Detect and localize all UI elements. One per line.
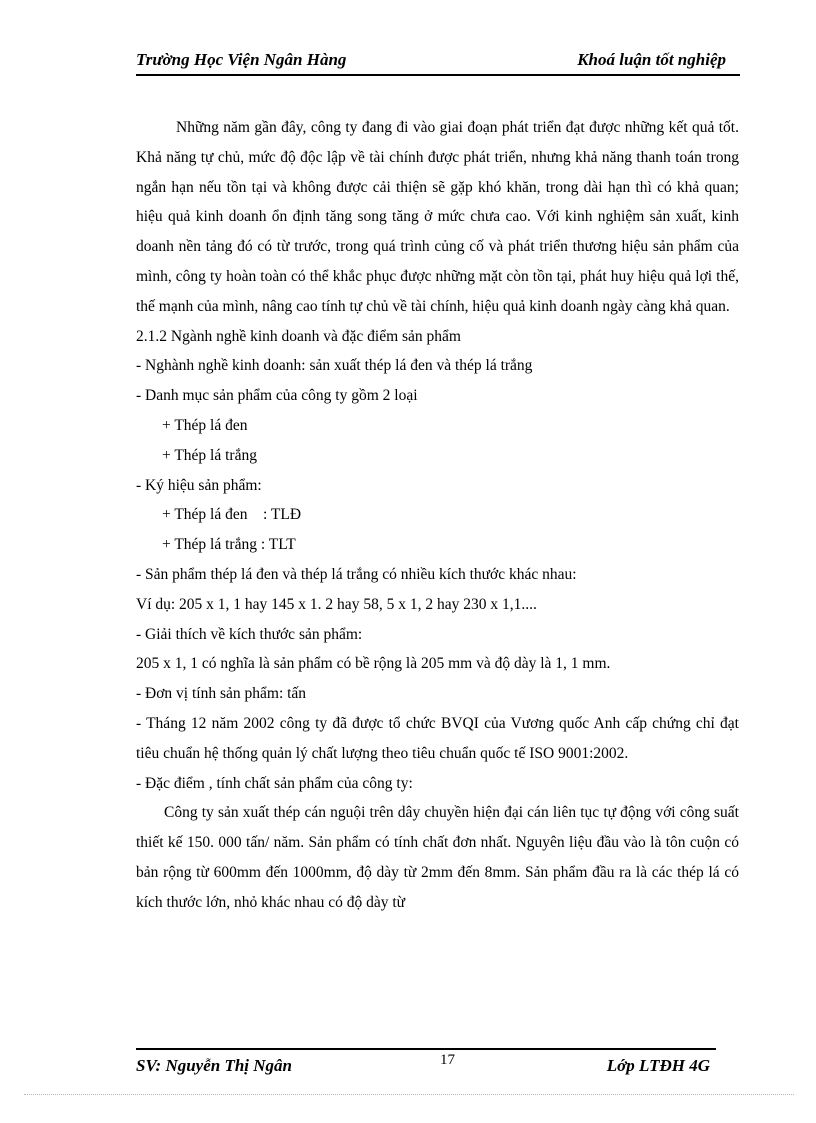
product-list-item: - Danh mục sản phẩm của công ty gồm 2 loại [136, 387, 418, 405]
business-line-item: - Nghành nghề kinh doanh: sản xuất thép lá đen và thép lá trắng [136, 357, 533, 375]
paragraph-production: Công ty sản xuất thép cán nguội trên dây chuyền hiện đại cán liên tục tự động với công suất thiết kế 150. 000 tấn/ năm. Sản phẩm có tính chất đơn nhất. Nguyên liệu đầu vào là tôn cuộn có bản rộng từ 600mm đến 1000mm, độ dày từ 2mm đến 8mm. Sản phẩm đầu ra là các thép lá có kích thước lớn, nhỏ khác nhau có độ dày từ [136, 804, 739, 911]
size-explanation: 205 x 1, 1 có nghĩa là sản phẩm có bề rộng là 205 mm và độ dày là 1, 1 mm. [136, 655, 611, 673]
unit-item: - Đơn vị tính sản phẩm: tấn [136, 685, 307, 703]
page-bottom-divider [24, 1094, 794, 1095]
paragraph-overview: Những năm gần đây, công ty đang đi vào giai đoạn phát triển đạt được những kết quả tốt. Khả năng tự chủ, mức độ độc lập về tài chính được phát triển, nhưng khả năng thanh toán trong ngắn hạn nếu tồn tại và không được cải thiện sẽ gặp khó khăn, trong dài hạn thì có khả quan; hiệu quả kinh doanh ổn định tăng song tăng ở mức chưa cao. Với kinh nghiệm sản xuất, kinh doanh nền tảng đó có từ trước, trong quá trình củng cố và phát triển thương hiệu sản phẩm của mình, công ty hoàn toàn có thể khắc phục được những mặt còn tồn tại, phát huy hiệu quả lợi thế, thế mạnh của mình, nâng cao tính tự chủ về tài chính, hiệu quả kinh doanh ngày càng khả quan. [136, 119, 739, 315]
code-black-steel: + Thép lá đen : TLĐ [162, 506, 302, 524]
characteristics-item: - Đặc điểm , tính chất sản phẩm của công ty: [136, 774, 413, 792]
header-school: Trường Học Viện Ngân Hàng [136, 50, 347, 69]
section-heading: 2.1.2 Ngành nghề kinh doanh và đặc điểm sản phẩm [136, 327, 461, 345]
page-header [136, 50, 740, 76]
page-footer [136, 1048, 716, 1080]
size-example: Ví dụ: 205 x 1, 1 hay 145 x 1. 2 hay 58, 5 x 1, 2 hay 230 x 1,1.... [136, 595, 537, 613]
size-explanation-item: - Giải thích về kích thước sản phẩm: [136, 625, 363, 643]
product-black-steel: + Thép lá đen [162, 416, 248, 434]
paragraph-iso: - Tháng 12 năm 2002 công ty đã được tổ chức BVQI của Vương quốc Anh cấp chứng chỉ đạt tiêu chuẩn hệ thống quản lý chất lượng theo tiêu chuẩn quốc tế ISO 9001:2002. [136, 714, 739, 762]
product-white-steel: + Thép lá trắng [162, 446, 257, 464]
footer-class: Lớp LTĐH 4G [606, 1056, 710, 1075]
page-body [136, 113, 739, 918]
footer-student: SV: Nguyễn Thị Ngân [136, 1056, 293, 1075]
page-number: 17 [440, 1052, 455, 1068]
header-thesis-title: Khoá luận tốt nghiệp [577, 50, 726, 69]
code-white-steel: + Thép lá trắng : TLT [162, 536, 296, 554]
size-variety-item: - Sản phẩm thép lá đen và thép lá trắng có nhiều kích thước khác nhau: [136, 565, 577, 583]
product-code-item: - Ký hiệu sản phẩm: [136, 476, 262, 494]
